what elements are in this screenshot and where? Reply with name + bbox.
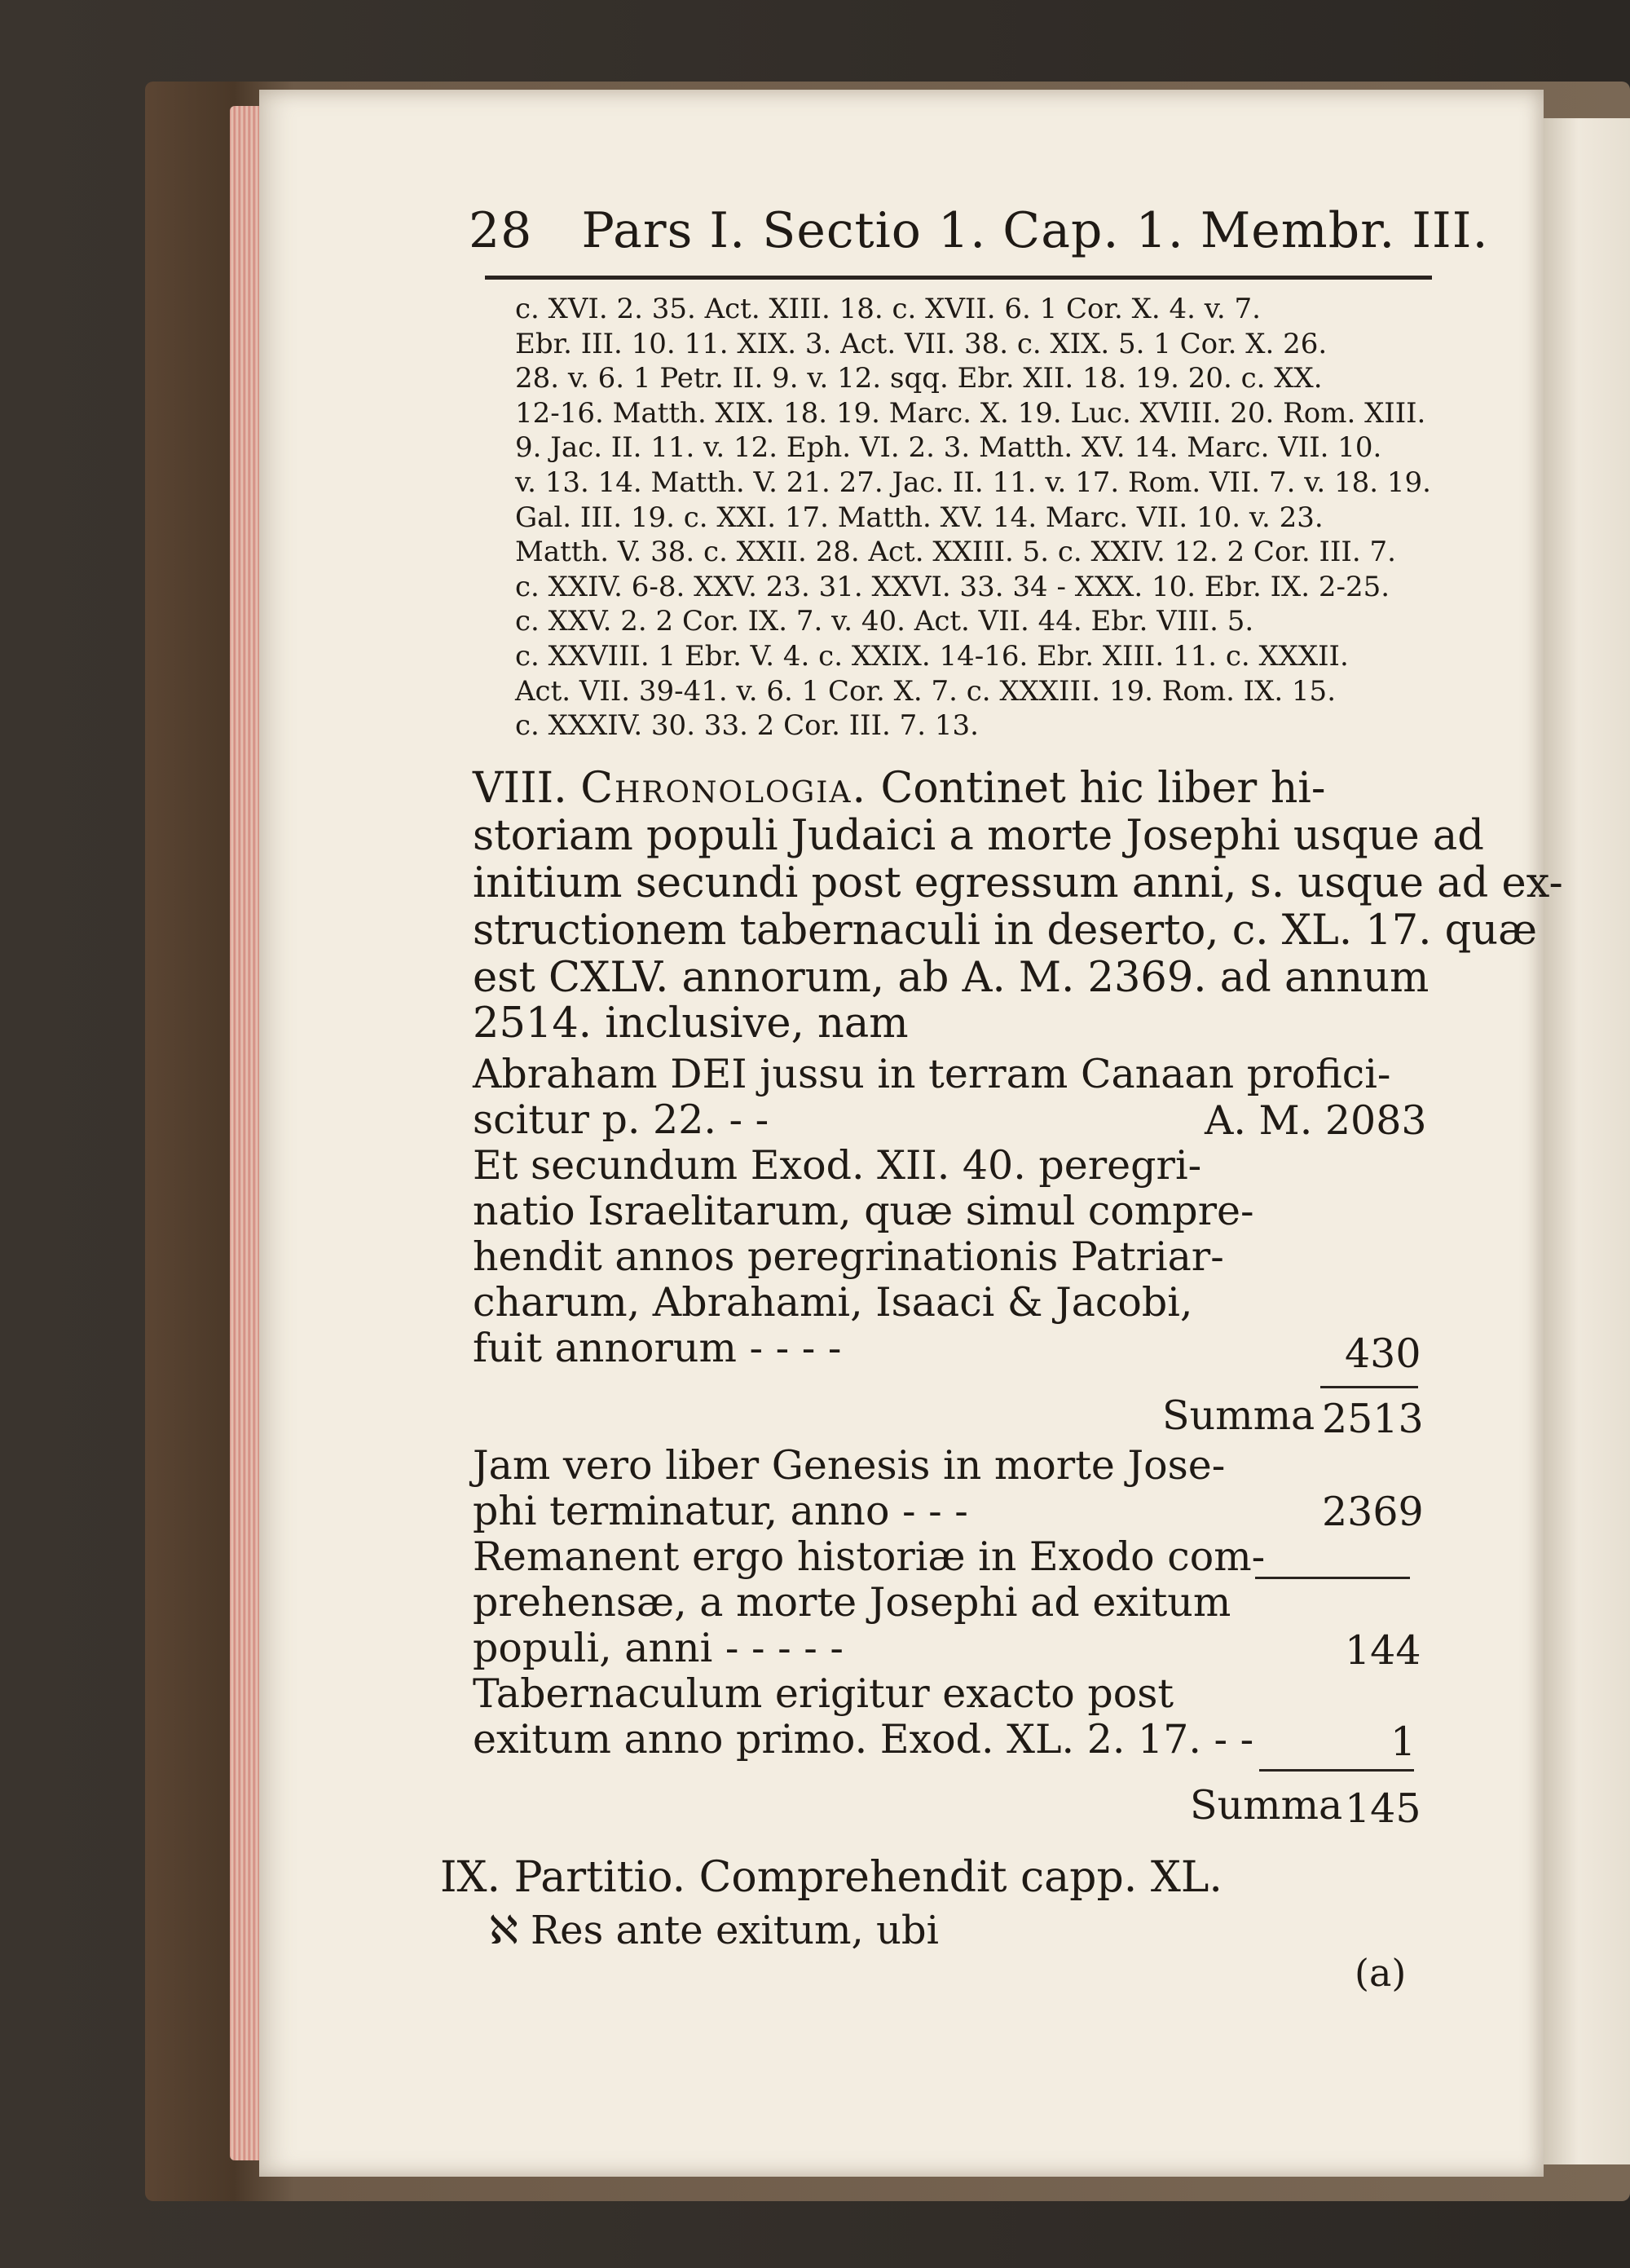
entry-line: Abraham DEI jussu in terram Canaan profici-: [473, 1051, 1391, 1097]
entry-line: Remanent ergo historiæ in Exodo com-: [473, 1533, 1266, 1580]
chronologia-line: est CXLV. annorum, ab A. M. 2369. ad annum: [473, 954, 1430, 1002]
chronologia-text: Continet hic liber hi-: [880, 764, 1326, 813]
note-line: 12-16. Matth. XIX. 18. 19. Marc. X. 19. Luc. XVIII. 20. Rom. XIII.: [515, 396, 1426, 430]
scripture-notes: [515, 292, 1431, 743]
note-line: Ebr. III. 10. 11. XIX. 3. Act. VII. 38. c. XIX. 5. 1 Cor. X. 26.: [515, 327, 1328, 360]
summa-value: 2513: [1322, 1396, 1424, 1442]
entry-value: 1: [1390, 1719, 1416, 1765]
chronologia-line: 2514. inclusive, nam: [473, 999, 909, 1048]
note-line: c. XXIV. 6-8. XXV. 23. 31. XXVI. 33. 34 - XXX. 10. Ebr. IX. 2-25.: [515, 570, 1390, 603]
entry-line: charum, Abrahami, Isaaci & Jacobi,: [473, 1279, 1193, 1326]
entry-value: 430: [1345, 1330, 1421, 1377]
partitio-heading: IX. Partitio. Comprehendit capp. XL.: [440, 1853, 1222, 1902]
entry-line: Tabernaculum erigitur exacto post: [473, 1670, 1174, 1717]
entry-line: exitum anno primo. Exod. XL. 2. 17. - -: [473, 1716, 1254, 1763]
subtract-rule: [1255, 1577, 1410, 1579]
running-title: Pars I. Sectio 1. Cap. 1. Membr. III.: [581, 202, 1489, 259]
entry-line: populi, anni - - - - -: [473, 1625, 844, 1671]
header-rule: [485, 276, 1432, 280]
summa-label: Summa: [1190, 1782, 1343, 1829]
note-line: 28. v. 6. 1 Petr. II. 9. v. 12. sqq. Ebr. XII. 18. 19. 20. c. XX.: [515, 362, 1323, 395]
note-line: Matth. V. 38. c. XXII. 28. Act. XXIII. 5. c. XXIV. 12. 2 Cor. III. 7.: [515, 536, 1396, 569]
section-numeral: VIII.: [473, 764, 567, 813]
note-line: Act. VII. 39-41. v. 6. 1 Cor. X. 7. c. XXXIII. 19. Rom. IX. 15.: [515, 674, 1337, 708]
entry-line: hendit annos peregrinationis Patriar-: [473, 1233, 1224, 1280]
entry-line: Jam vero liber Genesis in morte Jose-: [473, 1442, 1226, 1489]
entry-line: phi terminatur, anno - - -: [473, 1488, 968, 1534]
note-line: Gal. III. 19. c. XXI. 17. Matth. XV. 14. Marc. VII. 10. v. 23.: [515, 501, 1324, 534]
sum-rule: [1259, 1769, 1414, 1772]
section-heading: Chronologia.: [580, 764, 867, 813]
running-header: [469, 202, 1489, 259]
chronologia-line-1: [473, 766, 1326, 812]
entry-value: 2369: [1322, 1489, 1424, 1535]
entry-line: fuit annorum - - - -: [473, 1325, 842, 1371]
chronologia-line: storiam populi Judaici a morte Josephi usque ad: [473, 812, 1484, 860]
note-line: c. XXV. 2. 2 Cor. IX. 7. v. 40. Act. VII. 44. Ebr. VIII. 5.: [515, 605, 1254, 638]
entry-line: Et secundum Exod. XII. 40. peregri-: [473, 1142, 1202, 1189]
note-line: c. XXXIV. 30. 33. 2 Cor. III. 7. 13.: [515, 709, 979, 743]
note-line: c. XXVIII. 1 Ebr. V. 4. c. XXIX. 14-16. Ebr. XIII. 11. c. XXXII.: [515, 639, 1349, 673]
chronologia-line: initium secundi post egressum anni, s. usque ad ex-: [473, 859, 1563, 907]
note-line: v. 13. 14. Matth. V. 21. 27. Jac. II. 11. v. 17. Rom. VII. 7. v. 18. 19.: [515, 466, 1431, 499]
note-line: 9. Jac. II. 11. v. 12. Eph. VI. 2. 3. Matth. XV. 14. Marc. VII. 10.: [515, 431, 1382, 465]
partitio-sub: ℵ Res ante exitum, ubi: [489, 1908, 939, 1953]
chronologia-line: structionem tabernaculi in deserto, c. XL. 17. quæ: [473, 907, 1538, 955]
summa-label: Summa: [1162, 1392, 1315, 1439]
page-number: 28: [469, 202, 533, 259]
summa-value: 145: [1345, 1785, 1421, 1832]
entry-line: prehensæ, a morte Josephi ad exitum: [473, 1579, 1231, 1626]
entry-value: A. M. 2083: [1205, 1097, 1427, 1144]
signature-mark: (a): [1355, 1951, 1407, 1995]
entry-value: 144: [1345, 1627, 1421, 1674]
entry-line: natio Israelitarum, quæ simul compre-: [473, 1188, 1254, 1234]
sum-rule: [1320, 1386, 1418, 1388]
facing-page-edge: [1544, 118, 1630, 2164]
entry-line: scitur p. 22. - -: [473, 1096, 769, 1143]
note-line: c. XVI. 2. 35. Act. XIII. 18. c. XVII. 6. 1 Cor. X. 4. v. 7.: [515, 293, 1261, 325]
